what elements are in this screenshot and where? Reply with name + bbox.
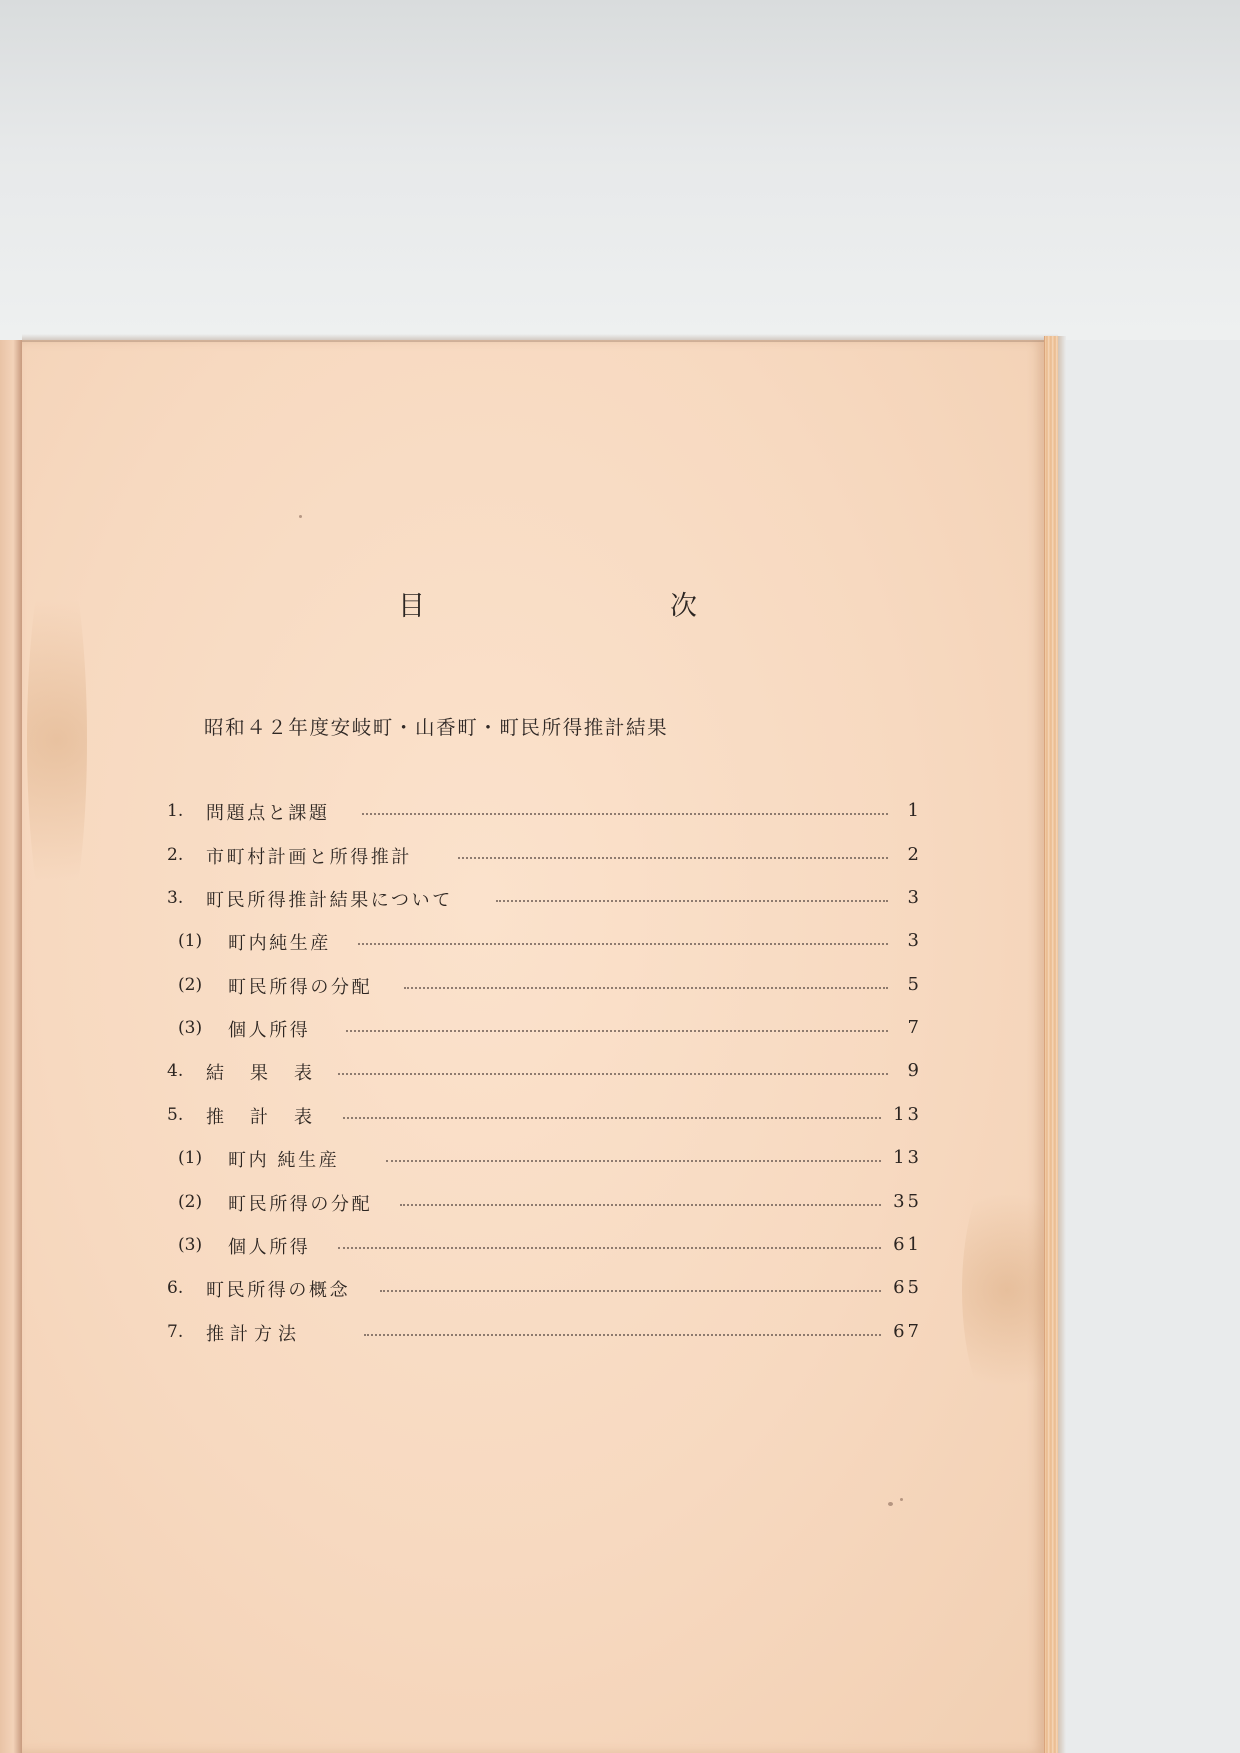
- toc-entry-page: 13: [893, 1147, 922, 1168]
- toc-entry-label: 推 計 表: [206, 1107, 316, 1128]
- dot-leader: [404, 987, 888, 989]
- toc-entry-number: 4.: [167, 1061, 184, 1081]
- dot-leader: [458, 857, 888, 859]
- toc-entry-label: 町民所得の分配: [228, 977, 373, 998]
- toc-entry-page: 5: [907, 974, 922, 995]
- toc-entry: [0, 1276, 1240, 1306]
- toc-entry-page: 9: [907, 1060, 922, 1081]
- toc-entry-number: (3): [178, 1018, 203, 1038]
- dot-leader: [338, 1073, 888, 1075]
- toc-entry-label: 市町村計画と所得推計: [206, 847, 412, 868]
- dot-leader: [358, 943, 888, 945]
- toc-entry-label: 個人所得: [228, 1020, 311, 1041]
- book-page: [22, 340, 1044, 1753]
- toc-entry-page: 65: [893, 1277, 922, 1298]
- paper-speck: [888, 1502, 893, 1506]
- toc-entry-label: 問題点と課題: [206, 803, 330, 824]
- toc-entry: [0, 929, 1240, 959]
- toc-entry: [0, 1103, 1240, 1133]
- toc-entry-page: 35: [893, 1191, 922, 1212]
- toc-entry-number: 7.: [167, 1322, 184, 1342]
- toc-entry-page: 2: [907, 844, 922, 865]
- dot-leader: [343, 1117, 881, 1119]
- toc-entry-number: 3.: [167, 888, 184, 908]
- left-page-edge: [0, 340, 22, 1753]
- dot-leader: [380, 1290, 881, 1292]
- dot-leader: [362, 813, 888, 815]
- toc-entry-label: 町民所得推計結果について: [206, 890, 453, 911]
- toc-entry-number: (2): [178, 1192, 203, 1212]
- toc-entry-number: 5.: [167, 1105, 184, 1125]
- toc-entry: [0, 843, 1240, 873]
- report-subtitle: 昭和４２年度安岐町・山香町・町民所得推計結果: [204, 716, 669, 739]
- dot-leader: [496, 900, 888, 902]
- toc-entry-page: 7: [907, 1017, 922, 1038]
- toc-entry: [0, 1320, 1240, 1350]
- toc-entry-label: 町民所得の概念: [206, 1280, 351, 1301]
- paper-speck: [299, 515, 302, 518]
- dot-leader: [338, 1247, 881, 1249]
- toc-entry-number: 6.: [167, 1278, 184, 1298]
- toc-entry-number: (3): [178, 1235, 203, 1255]
- toc-entry-page: 1: [907, 800, 922, 821]
- toc-entry-label: 結 果 表: [206, 1063, 316, 1084]
- toc-entry-page: 3: [907, 930, 922, 951]
- toc-entry-page: 3: [907, 887, 922, 908]
- dot-leader: [400, 1204, 881, 1206]
- toc-entry-label: 個人所得: [228, 1237, 311, 1258]
- toc-entry-number: (2): [178, 975, 203, 995]
- toc-entry-label: 推計方法: [206, 1324, 302, 1345]
- toc-entry-label: 町内純生産: [228, 933, 331, 954]
- toc-entry: [0, 1016, 1240, 1046]
- toc-heading-char-1: 目: [398, 591, 425, 622]
- dot-leader: [364, 1334, 881, 1336]
- scanner-background: [0, 0, 1240, 340]
- toc-heading-char-2: 次: [670, 591, 697, 622]
- toc-entry-label: 町内 純生産: [228, 1150, 340, 1171]
- toc-entry: [0, 799, 1240, 829]
- toc-entry: [0, 1059, 1240, 1089]
- toc-entry-number: (1): [178, 1148, 203, 1168]
- toc-entry-page: 67: [893, 1321, 922, 1342]
- toc-entry: [0, 886, 1240, 916]
- toc-entry-page: 13: [893, 1104, 922, 1125]
- toc-entry: [0, 1190, 1240, 1220]
- dot-leader: [386, 1160, 881, 1162]
- toc-entry-number: 2.: [167, 845, 184, 865]
- toc-entry: [0, 973, 1240, 1003]
- toc-entry-page: 61: [893, 1234, 922, 1255]
- toc-entry: [0, 1233, 1240, 1263]
- page-top-shadow: [22, 334, 1058, 342]
- dot-leader: [346, 1030, 888, 1032]
- toc-entry-number: 1.: [167, 801, 184, 821]
- paper-speck: [900, 1498, 903, 1501]
- toc-entry: [0, 1146, 1240, 1176]
- toc-entry-label: 町民所得の分配: [228, 1194, 373, 1215]
- toc-heading: [0, 584, 1240, 624]
- toc-entry-number: (1): [178, 931, 203, 951]
